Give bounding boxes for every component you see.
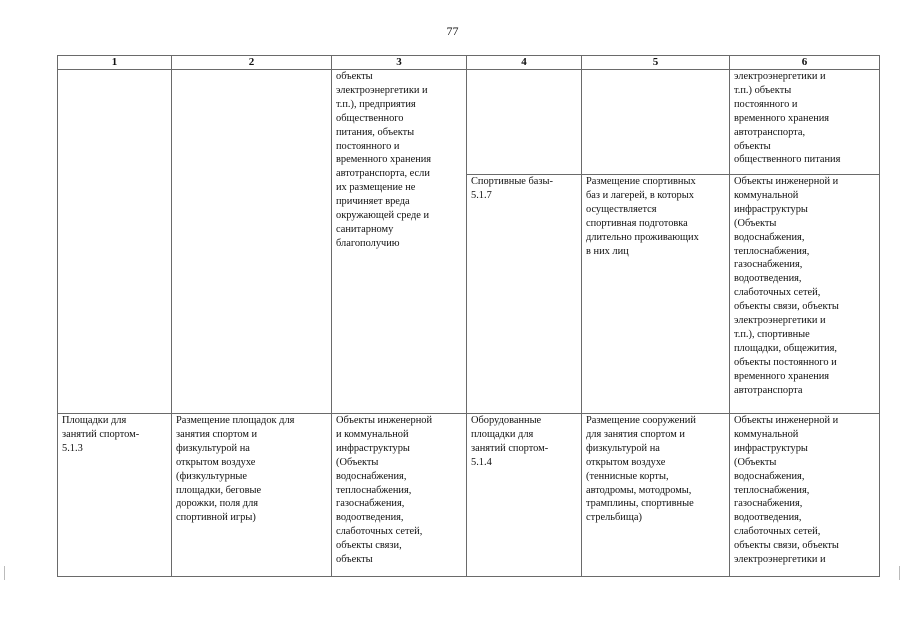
table-row	[58, 70, 880, 175]
row1-cell-2	[172, 70, 332, 414]
row3-cell-1: Площадки для занятий спортом- 5.1.3	[58, 414, 172, 577]
header-row	[58, 56, 880, 70]
header-cell-5: 5	[582, 56, 730, 70]
row3-cell-3: Объекты инженерной и коммунальной инфраструктуры (Объекты водоснабжения, теплоснабжения, газоснабжения, водоотведения, слаботочных сетей, объекты связи, объекты	[332, 414, 467, 577]
table-row	[58, 414, 880, 577]
row2-cell-4: Спортивные базы- 5.1.7	[467, 175, 582, 414]
page-number: 77	[446, 24, 459, 38]
row1-cell-3: объекты электроэнергетики и т.п.), предприятия общественного питания, объекты постоянного и временного хранения автотранспорта, если их размещение не причиняет вреда окружающей среде и санитарному благополучию	[332, 70, 467, 414]
row3-cell-5: Размещение сооружений для занятия спортом и физкультурой на открытом воздухе (теннисные корты, автодромы, мотодромы, трамплины, спортивные стрельбища)	[582, 414, 730, 577]
right-scan-mark	[899, 566, 900, 580]
row1-cell-4	[467, 70, 582, 175]
row2-cell-5: Размещение спортивных баз и лагерей, в которых осуществляется спортивная подготовка длительно проживающих в них лиц	[582, 175, 730, 414]
row2-cell-6: Объекты инженерной и коммунальной инфраструктуры (Объекты водоснабжения, теплоснабжения, газоснабжения, водоотведения, слаботочных сетей, объекты связи, объекты электроэнергетики и т.п.), спортивные площадки, общежития, объекты постоянного и временного хранения автотранспорта	[730, 175, 880, 414]
header-cell-3: 3	[332, 56, 467, 70]
header-cell-6: 6	[730, 56, 880, 70]
header-cell-2: 2	[172, 56, 332, 70]
left-scan-mark	[4, 566, 5, 580]
land-use-table	[57, 55, 880, 577]
row3-cell-4: Оборудованные площадки для занятий спортом- 5.1.4	[467, 414, 582, 577]
header-cell-1: 1	[58, 56, 172, 70]
row1-cell-1	[58, 70, 172, 414]
row1-cell-5	[582, 70, 730, 175]
header-cell-4: 4	[467, 56, 582, 70]
row3-cell-6: Объекты инженерной и коммунальной инфраструктуры (Объекты водоснабжения, теплоснабжения, газоснабжения, водоотведения, слаботочных сетей, объекты связи, объекты электроэнергетики и	[730, 414, 880, 577]
row3-cell-2: Размещение площадок для занятия спортом и физкультурой на открытом воздухе (физкультурные площадки, беговые дорожки, поля для спортивной игры)	[172, 414, 332, 577]
row1-cell-6: электроэнергетики и т.п.) объекты постоянного и временного хранения автотранспорта, объекты общественного питания	[730, 70, 880, 175]
